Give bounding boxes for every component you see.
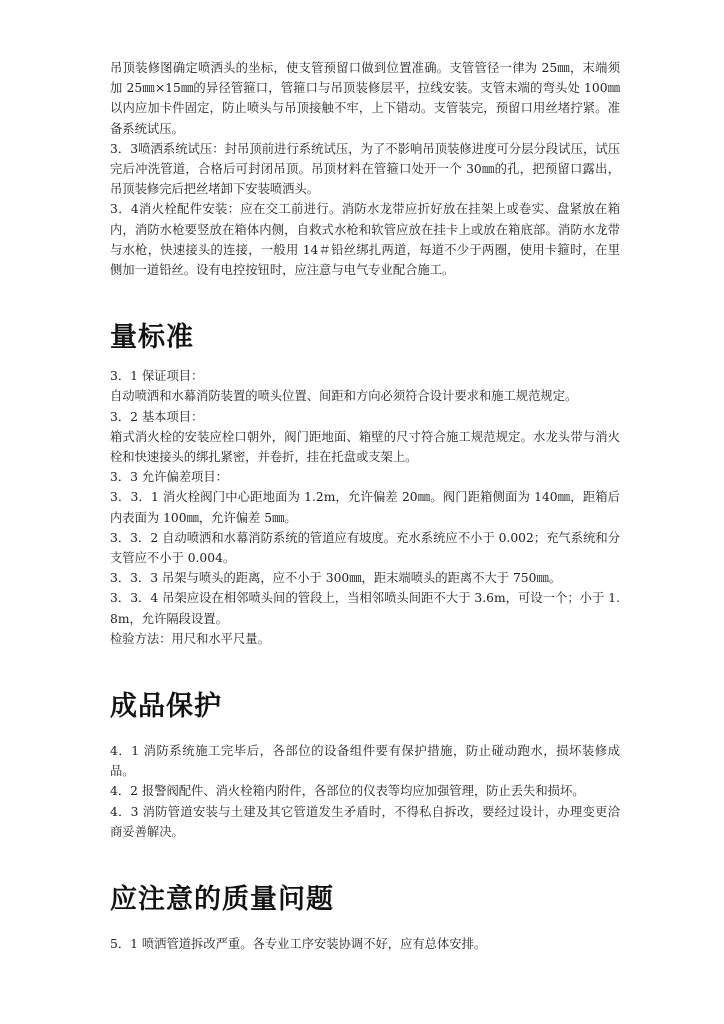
quality-paragraph-2: 自动喷洒和水幕消防装置的喷头位置、间距和方向必须符合设计要求和施工规范规定。 — [110, 389, 578, 404]
quality-paragraph-3: 3．2 基本项目： — [110, 409, 204, 424]
intro-paragraph-3: 3．4消火栓配件安装：应在交工前进行。消防水龙带应折好放在挂架上或卷实、盘紧放在箱内，消防水枪要竖放在箱体内侧，自救式水枪和软管应放在挂卡上或放在箱底部。消防水龙带与水枪，快速接头的连接，一般用 14＃铅丝绑扎两道，每道不少于两圈，使用卡箍时，在里侧加一道铅丝。设有电控按钮时，应注意与电气专业配合施工。 — [110, 202, 620, 278]
quality-paragraph-1: 3．1 保证项目： — [110, 369, 204, 384]
quality-paragraph-4: 箱式消火栓的安装应栓口朝外，阀门距地面、箱壁的尺寸符合施工规范规定。水龙头带与消火栓和快速接头的绑扎紧密，并卷折，挂在托盘或支架上。 — [110, 429, 620, 465]
protection-paragraph-1: 4．1 消防系统施工完毕后，各部位的设备组件要有保护措施，防止碰动跑水，损坏装修成品。 — [110, 744, 620, 779]
quality-paragraph-5: 3．3 允许偏差项目： — [110, 470, 228, 485]
quality-paragraph-10: 检验方法：用尺和水平尺量。 — [110, 631, 270, 646]
intro-paragraph-2: 3．3喷洒系统试压：封吊顶前进行系统试压，为了不影响吊顶装修进度可分层分段试压，试压完后冲洗管道，合格后可封闭吊顶。吊顶材料在管箍口处开一个 30㎜的孔，把预留口露出，吊顶装修完后把丝堵卸下安装喷洒头。 — [110, 141, 620, 197]
document-page — [110, 58, 620, 954]
protection-paragraph-2: 4．2 报警阀配件、消火栓箱内附件，各部位的仪表等均应加强管理，防止丢失和损坏。 — [110, 784, 585, 799]
heading-quality-standard: 量标准 — [110, 322, 194, 354]
quality-paragraph-9: 3．3．4 吊架应设在相邻喷头间的管段上，当相邻喷头间距不大于 3.6m，可设一个；小于 1.8m，允许隔段设置。 — [110, 591, 620, 626]
intro-paragraph-1: 吊顶装修图确定喷洒头的坐标，使支管预留口做到位置准确。支管管径一律为 25㎜，末端须加 25㎜×15㎜的异径管箍口，管箍口与吊顶装修层平，拉线安装。支管末端的弯头处 100㎜以内应加卡件固定，防止喷头与吊顶接触不牢，上下错动。支管装完，预留口用丝堵拧紧。准备系统试压。 — [110, 61, 620, 136]
quality-paragraph-7: 3．3．2 自动喷洒和水幕消防系统的管道应有坡度。充水系统应不小于 0.002；充气系统和分支管应不小于 0.004。 — [110, 530, 620, 566]
protection-paragraph-3: 4．3 消防管道安装与土建及其它管道发生矛盾时，不得私自拆改，要经过设计，办理变更洽商妥善解决。 — [110, 804, 620, 839]
heading-product-protection: 成品保护 — [110, 691, 222, 723]
issues-paragraph-1: 5．1 喷洒管道拆改严重。各专业工序安装协调不好，应有总体安排。 — [110, 937, 487, 952]
heading-quality-issues: 应注意的质量问题 — [110, 884, 334, 916]
quality-paragraph-8: 3．3．3 吊架与喷头的距离，应不小于 300㎜，距末端喷头的距离不大于 750㎜。 — [110, 571, 562, 586]
quality-paragraph-6: 3．3．1 消火栓阀门中心距地面为 1.2m，允许偏差 20㎜。阀门距箱侧面为 140㎜，距箱后内表面为 100㎜，允许偏差 5㎜。 — [110, 490, 620, 525]
